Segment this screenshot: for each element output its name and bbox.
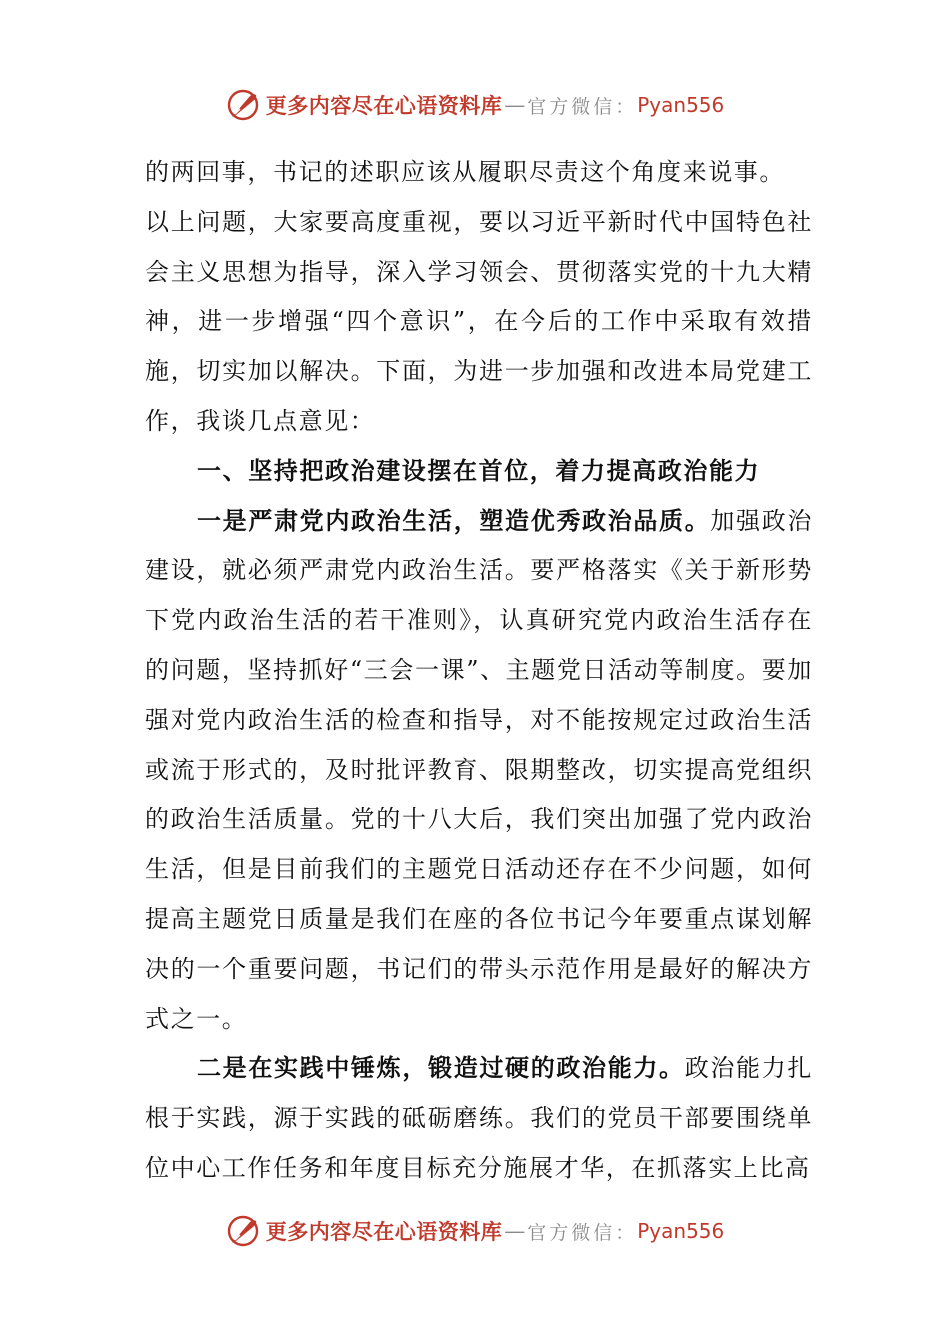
- banner-brand: 更多内容尽在心语资料库: [265, 1219, 503, 1244]
- point-1-text: 加强政治建设，就必须严肃党内政治生活。要严格落实《关于新形势下党内政治生活的若干准则》，认真研究党内政治生活存在的问题，坚持抓好“三会一课”、主题党日活动等制度。要加强对党内政治生活的检查和指导，对不能按规定过政治生活或流于形式的，及时批评教育、限期整改，切实提高党组织的政治生活质量。党的十八大后，我们突出加强了党内政治生活，但是目前我们的主题党日活动还存在不少问题，如何提高主题党日质量是我们在座的各位书记今年要重点谋划解决的一个重要问题，书记们的带头示范作用是最好的解决方式之一。: [145, 506, 813, 1033]
- paragraph-continuation: 的两回事，书记的述职应该从履职尽责这个角度来说事。: [145, 158, 785, 186]
- banner-brand: 更多内容尽在心语资料库: [265, 93, 503, 118]
- document-body: [145, 148, 813, 1194]
- point-2-text: 政治能力扎根于实践，源于实践的砥砺磨练。我们的党员干部要围绕单位中心工作任务和年度目标充分施展才华，在抓落实上比高: [145, 1054, 813, 1182]
- banner-dash: —: [504, 1219, 526, 1243]
- quill-logo-icon: [226, 1214, 260, 1248]
- quill-logo-icon: [226, 88, 260, 122]
- paragraph-intro: 以上问题，大家要高度重视，要以习近平新时代中国特色社会主义思想为指导，深入学习领会、贯彻落实党的十九大精神，进一步增强“四个意识”，在今后的工作中采取有效措施，切实加以解决。下面，为进一步加强和改进本局党建工作，我谈几点意见：: [145, 207, 813, 435]
- header-banner: [0, 83, 950, 127]
- banner-wechat-label: 官方微信：: [527, 1221, 638, 1244]
- paragraph-point-2: [145, 1044, 813, 1193]
- point-2-lead: 二是在实践中锤炼，锻造过硬的政治能力。: [197, 1054, 685, 1083]
- banner-wechat-id: Pyan556: [637, 93, 725, 117]
- banner-dash: —: [504, 93, 526, 117]
- banner-wechat-label: 官方微信：: [527, 95, 638, 118]
- section-heading-1: 一、坚持把政治建设摆在首位，着力提高政治能力: [197, 456, 761, 485]
- point-1-lead: 一是严肃党内政治生活，塑造优秀政治品质。: [197, 506, 711, 535]
- banner-wechat-id: Pyan556: [637, 1219, 725, 1243]
- paragraph-point-1: [145, 497, 813, 1045]
- footer-banner: [0, 1209, 950, 1253]
